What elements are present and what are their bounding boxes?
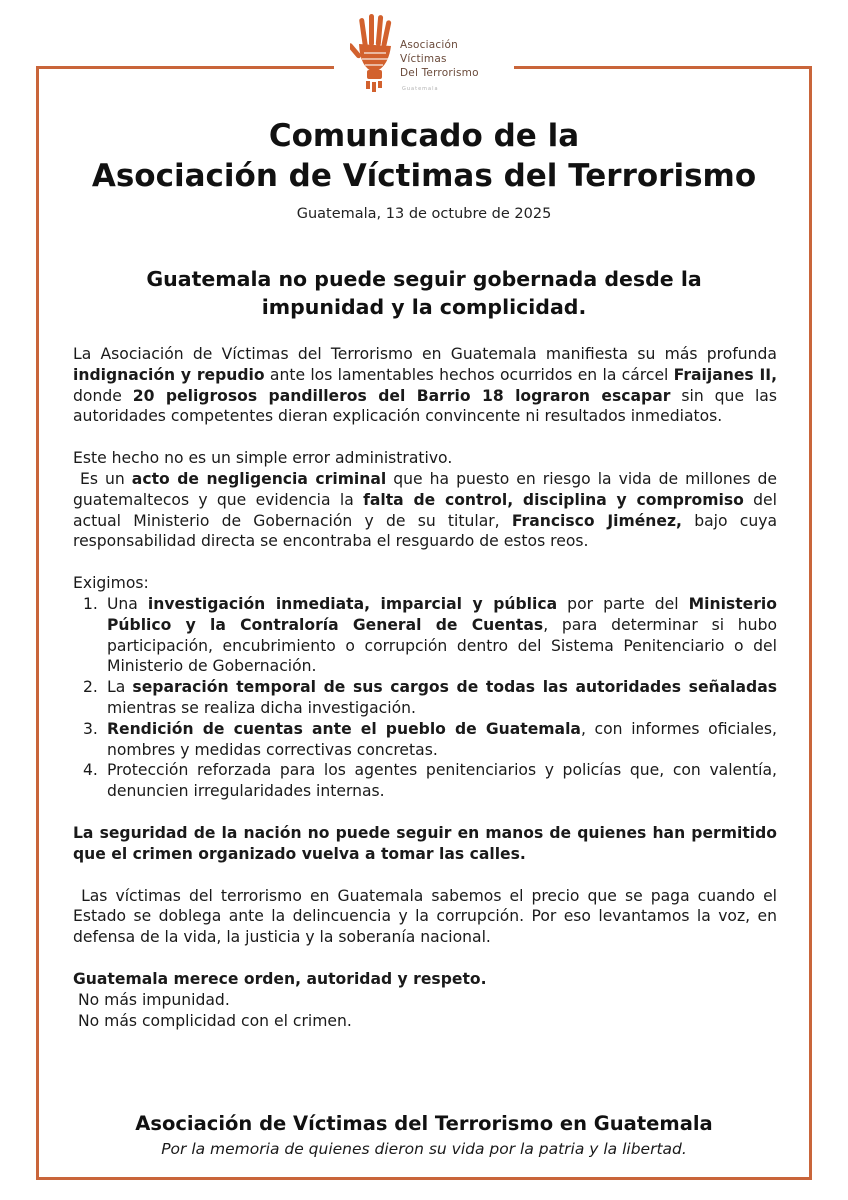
footer-org-name: Asociación de Víctimas del Terrorismo en Guatemala: [135, 1112, 713, 1135]
headline-line-1: Guatemala no puede seguir gobernada desde la: [146, 267, 702, 291]
text: No más impunidad.: [77, 990, 230, 1009]
logo-wordmark: [400, 38, 479, 80]
bold-text: Guatemala merece orden, autoridad y respeto.: [73, 969, 487, 988]
list-item: [73, 594, 777, 677]
list-number: 3.: [83, 719, 98, 738]
text: , con informes oficiales, nombres y medidas correctivas concretas.: [107, 719, 777, 759]
logo-line-1: Asociación: [400, 39, 458, 51]
text: mientras se realiza dicha investigación.: [107, 698, 416, 717]
paragraph-2: [73, 469, 777, 552]
title-line-1: Comunicado de la: [268, 118, 580, 154]
text: del actual Ministerio de Gobernación y de su titular,: [73, 490, 777, 530]
text: donde: [73, 386, 133, 405]
bold-text: Francisco Jiménez,: [511, 511, 682, 530]
text: sin que las autoridades competentes dieran explicación convincente ni resultados inmediatos.: [73, 386, 777, 426]
text: bajo cuya responsabilidad directa se encontraba el resguardo de estos reos.: [73, 511, 777, 551]
text: por parte del: [557, 594, 689, 613]
page-title: [40, 116, 808, 196]
list-item: [73, 677, 777, 719]
bold-text: falta de control, disciplina y compromiso: [363, 490, 744, 509]
list-item: [73, 760, 777, 802]
association-logo: [350, 10, 510, 100]
text: Protección reforzada para los agentes penitenciarios y policías que, con valentía, denuncien irregularidades internas.: [107, 761, 777, 801]
text: Las víctimas del terrorismo en Guatemala sabemos el precio que se paga cuando el Estado se doblega ante la delincuencia y la corrupción. Por eso levantamos la voz, en defensa de la vida, la justicia y la soberanía nacional.: [73, 886, 777, 947]
logo-line-3: Del Terrorismo: [400, 67, 479, 79]
communique-body: [73, 344, 777, 1031]
demands-list: [73, 594, 777, 802]
bold-text: Ministerio Público y la Contraloría General de Cuentas: [107, 594, 777, 634]
text: La: [107, 678, 133, 697]
text: que ha puesto en riesgo la vida de millones de guatemaltecos y que evidencia la: [73, 469, 777, 509]
text: Es un: [80, 469, 132, 488]
closing-line-1: [73, 990, 777, 1011]
footer-motto: Por la memoria de quienes dieron su vida por la patria y la libertad.: [161, 1140, 687, 1158]
list-number: 2.: [83, 678, 98, 697]
paragraph-3: [73, 886, 777, 948]
text: ante los lamentables hechos ocurridos en la cárcel: [264, 365, 674, 384]
bold-statement: [73, 823, 777, 865]
text: Una: [107, 594, 148, 613]
bold-text: Rendición de cuentas ante el pueblo de Guatemala: [107, 719, 581, 738]
list-number: 1.: [83, 594, 98, 613]
bold-text: Fraijanes II,: [673, 365, 778, 384]
text: La Asociación de Víctimas del Terrorismo en Guatemala manifiesta su más profunda: [73, 345, 777, 363]
demands-intro: Exigimos:: [73, 574, 149, 593]
logo-subtext: Guatemala: [402, 86, 439, 92]
closing-line-2: [73, 1011, 777, 1032]
hand-icon: [350, 12, 402, 98]
bold-text: 20 peligrosos pandilleros del Barrio 18 lograron escapar: [132, 386, 671, 405]
paragraph-2-intro: Este hecho no es un simple error administrativo.: [73, 449, 453, 468]
headline: [40, 265, 808, 321]
closing-bold: [73, 969, 777, 990]
list-item: [73, 719, 777, 761]
list-number: 4.: [83, 761, 98, 780]
headline-line-2: impunidad y la complicidad.: [261, 295, 587, 319]
bold-text: investigación inmediata, imparcial y pública: [147, 594, 558, 613]
paragraph-1: [73, 344, 777, 427]
bold-text: La seguridad de la nación no puede seguir en manos de quienes han permitido que el crimen organizado vuelva a tomar las calles.: [73, 823, 777, 863]
bold-text: separación temporal de sus cargos de todas las autoridades señaladas: [132, 678, 777, 697]
text: No más complicidad con el crimen.: [77, 1011, 352, 1030]
logo-line-2: Víctimas: [400, 53, 447, 65]
bold-text: acto de negligencia criminal: [131, 469, 387, 488]
text: , para determinar si hubo participación, encubrimiento o corrupción dentro del Sistema Penitenciario o del Ministerio de Gobernación.: [107, 615, 778, 676]
communique-date: Guatemala, 13 de octubre de 2025: [296, 206, 552, 222]
bold-text: indignación y repudio: [73, 365, 265, 384]
title-line-2: Asociación de Víctimas del Terrorismo: [91, 158, 757, 194]
